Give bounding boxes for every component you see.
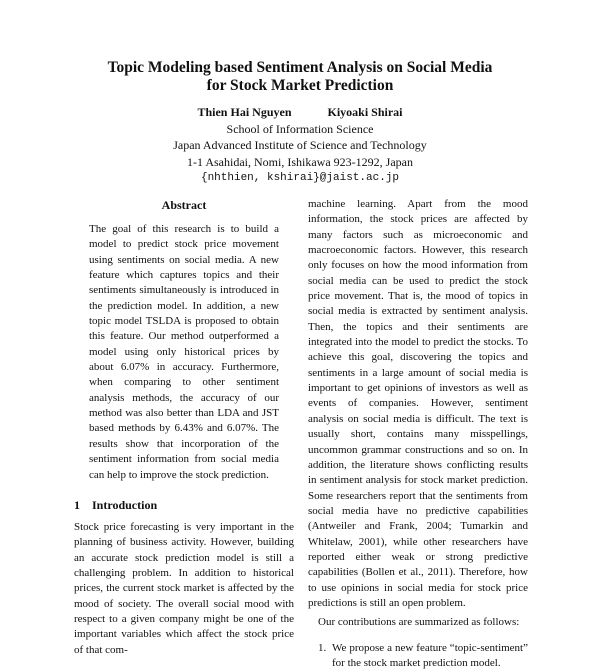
affiliation-line-2: Japan Advanced Institute of Science and Technology <box>173 138 427 152</box>
author-1: Thien Hai Nguyen <box>197 105 292 119</box>
affiliation-line-1: School of Information Science <box>226 121 374 136</box>
body-paragraph: machine learning. Apart from the mood information, the stock prices are affected by many factors such as microeconomic and macroeconomic factors. However, this research only focuses on how the mood information from social media can be used to predict the stock price movement. That is, the mood of topics in social media is extracted by sentiment analysis. Then, the topics and their sentiments are integrated into the model to predict the stocks. To achieve this goal, discovering the topics and sentiments in a large amount of social media is important to get opinions of investors as well as events of companies. However, sentiment analysis on social media is difficult. The text is usually short, contains many misspellings, uncommon grammar constructions and so on. In addition, the literature shows conflicting results in sentiment analysis for stock market prediction. Some researchers report that the sentiments from social media have no predictive capabilities (Antweiler and Frank, 2004; Tumarkin and Whitelaw, 2001), while other researchers have reported either weak or strong predictive capabilities (Bollen et al., 2011). Therefore, how to use opinions in social media for stock price predictions is still an open problem. <box>308 198 528 609</box>
title-line-2: for Stock Market Prediction <box>206 77 394 94</box>
section-title: Introduction <box>92 497 158 512</box>
author-block <box>0 104 600 187</box>
section-heading <box>74 497 294 513</box>
abstract-heading: Abstract <box>161 198 207 212</box>
author-2: Kiyoaki Shirai <box>327 105 403 119</box>
author-names <box>0 104 600 121</box>
paper-title <box>0 59 600 95</box>
intro-paragraph: Stock price forecasting is very important in the planning of business activity. However, building an accurate stock prediction model is still a challenging problem. In addition to historical prices, the current stock market is affected by the mood of society. The overall social mood with respect to a given company might be one of the important variables which affect the stock price of that com- <box>74 520 294 656</box>
title-line-1: Topic Modeling based Sentiment Analysis on Social Media <box>107 59 493 76</box>
abstract-text: The goal of this research is to build a model to predict stock price movement using sentiments on social media. A new feature which captures topics and their sentiments simultaneously is introduced in the prediction model. In addition, a new topic model TSLDA is proposed to obtain this feature. Our method outperformed a model using only historical prices by about 6.07% in accuracy. Furthermore, when comparing to other sentiment analysis methods, the accuracy of our method was also better than LDA and JST based methods by 6.43% and 6.07%. The results show that incorporation of the sentiment information from social media can help to improve the stock prediction. <box>89 223 279 481</box>
author-email: {nhthien, kshirai}@jaist.ac.jp <box>200 172 400 184</box>
list-item-text: We propose a new feature “topic-sentiment” for the stock market prediction model. <box>332 641 528 669</box>
list-item-number: 1. <box>318 641 327 654</box>
contributions-intro: Our contributions are summarized as follows: <box>318 616 520 629</box>
affiliation-line-3: 1-1 Asahidai, Nomi, Ishikawa 923-1292, Japan <box>187 154 413 169</box>
abstract-body <box>74 222 294 483</box>
section-number: 1 <box>74 497 80 512</box>
list-item <box>308 641 528 671</box>
left-column <box>74 197 294 658</box>
